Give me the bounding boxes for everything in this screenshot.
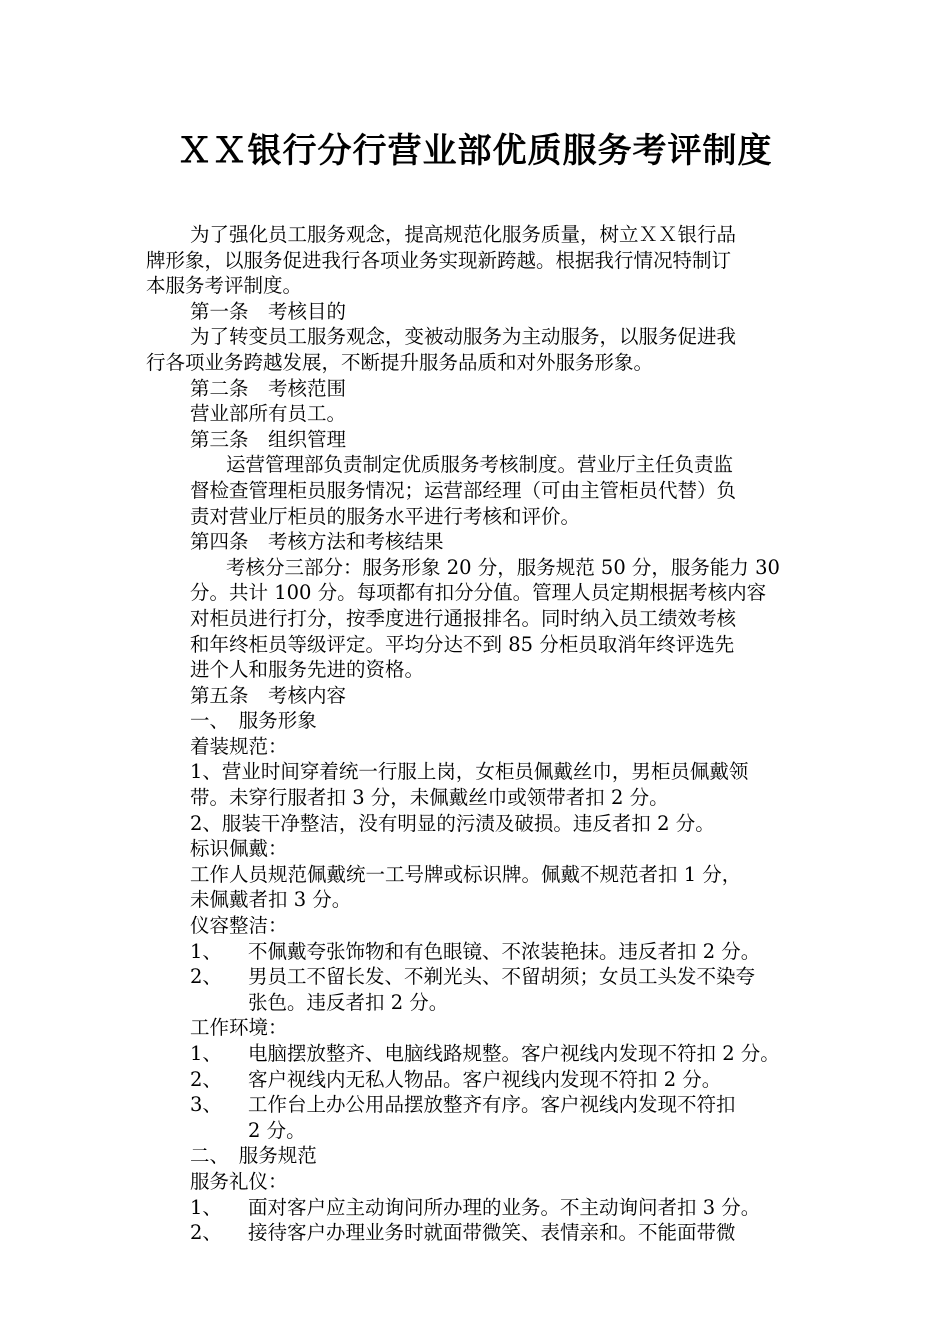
- list-item: [146, 1041, 816, 1067]
- article-3-heading: 第三条 组织管理: [190, 427, 347, 451]
- article-1-heading: 第一条 考核目的: [190, 299, 347, 323]
- list-item: [146, 1195, 816, 1221]
- list-text: 客户视线内无私人物品。客户视线内发现不符扣 2 分。: [248, 1067, 722, 1091]
- dress-text-line: 带。未穿行服者扣 3 分，未佩戴丝巾或领带者扣 2 分。: [190, 786, 669, 810]
- article-4-text-line: 进个人和服务先进的资格。: [190, 658, 425, 682]
- list-number: 2、: [190, 1221, 222, 1245]
- list-item-continuation: [146, 990, 816, 1016]
- badge-heading: 标识佩戴：: [190, 837, 288, 861]
- article-4-text-line: 和年终柜员等级评定。平均分达不到 85 分柜员取消年终评选先: [190, 632, 735, 656]
- dress-text-line: 1、营业时间穿着统一行服上岗，女柜员佩戴丝巾，男柜员佩戴领: [190, 760, 749, 784]
- list-number: 1、: [190, 939, 222, 963]
- list-item: [146, 1220, 816, 1246]
- list-number: 1、: [190, 1195, 222, 1219]
- list-item: [146, 964, 816, 990]
- article-4-text-line: 分。共计 100 分。每项都有扣分分值。管理人员定期根据考核内容: [190, 581, 767, 605]
- article-2-heading: 第二条 考核范围: [190, 376, 347, 400]
- article-1-text-line: 为了转变员工服务观念，变被动服务为主动服务，以服务促进我: [190, 325, 737, 349]
- article-4-text-line: 考核分三部分：服务形象 20 分，服务规范 50 分，服务能力 30: [226, 555, 780, 579]
- list-number: 3、: [190, 1093, 222, 1117]
- article-5-heading: 第五条 考核内容: [190, 683, 347, 707]
- article-4-text-line: 对柜员进行打分，按季度进行通报排名。同时纳入员工绩效考核: [190, 606, 737, 630]
- list-item: [146, 1092, 816, 1118]
- article-3-text-line: 运营管理部负责制定优质服务考核制度。营业厅主任负责监: [226, 453, 734, 477]
- list-item-continuation: [146, 1118, 816, 1144]
- list-number: 1、: [190, 1042, 222, 1065]
- list-item: [146, 1067, 816, 1093]
- section-2-heading: 二、 服务规范: [190, 1144, 317, 1168]
- intro-line: 为了强化员工服务观念，提高规范化服务质量，树立ＸＸ银行品: [190, 223, 737, 246]
- article-4-heading: 第四条 考核方法和考核结果: [190, 530, 444, 554]
- appearance-heading: 仪容整洁：: [190, 914, 288, 938]
- list-text: 男员工不留长发、不剃光头、不留胡须；女员工头发不染夸: [248, 965, 756, 989]
- badge-text-line: 工作人员规范佩戴统一工号牌或标识牌。佩戴不规范者扣 1 分，: [190, 862, 742, 886]
- list-text: 不佩戴夸张饰物和有色眼镜、不浓装艳抹。违反者扣 2 分。: [248, 939, 761, 963]
- article-2-text-line: 营业部所有员工。: [190, 402, 347, 426]
- environment-heading: 工作环境：: [190, 1016, 288, 1040]
- list-text: 接待客户办理业务时就面带微笑、表情亲和。不能面带微: [248, 1221, 736, 1245]
- intro-line: 牌形象，以服务促进我行各项业务实现新跨越。根据我行情况特制订: [146, 248, 732, 272]
- list-text: 电脑摆放整齐、电脑线路规整。客户视线内发现不符扣 2 分。: [248, 1042, 780, 1065]
- list-text: 2 分。: [248, 1118, 306, 1142]
- article-3-text-line: 责对营业厅柜员的服务水平进行考核和评价。: [190, 504, 581, 528]
- section-1-heading: 一、 服务形象: [190, 709, 317, 733]
- article-3-text-line: 督检查管理柜员服务情况；运营部经理（可由主管柜员代替）负: [190, 478, 737, 502]
- dress-text-line: 2、服装干净整洁，没有明显的污渍及破损。违反者扣 2 分。: [190, 811, 715, 835]
- document-body: [146, 222, 816, 1246]
- list-text: 工作台上办公用品摆放整齐有序。客户视线内发现不符扣: [248, 1093, 736, 1117]
- dress-heading: 着装规范：: [190, 734, 288, 758]
- list-number: 2、: [190, 965, 222, 989]
- document-title: ＸＸ银行分行营业部优质服务考评制度: [177, 131, 773, 171]
- intro-line: 本服务考评制度。: [146, 274, 303, 298]
- list-number: 2、: [190, 1067, 222, 1091]
- badge-text-line: 未佩戴者扣 3 分。: [190, 888, 352, 912]
- list-text: 张色。违反者扣 2 分。: [248, 990, 449, 1014]
- article-1-text-line: 行各项业务跨越发展，不断提升服务品质和对外服务形象。: [146, 350, 654, 374]
- list-item: [146, 939, 816, 965]
- etiquette-heading: 服务礼仪：: [190, 1169, 288, 1193]
- list-text: 面对客户应主动询问所办理的业务。不主动询问者扣 3 分。: [248, 1195, 761, 1219]
